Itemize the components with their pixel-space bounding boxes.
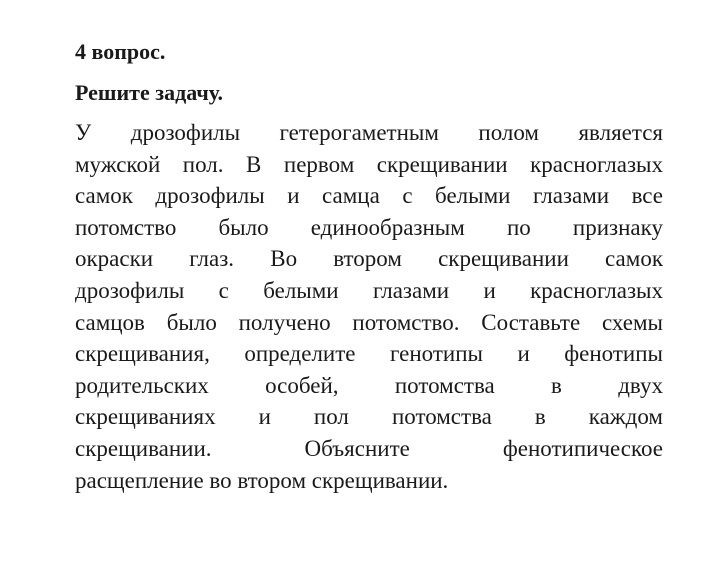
paragraph-line: мужской пол. В первом скрещивании красноглазых bbox=[75, 151, 663, 177]
paragraph-line: дрозофилы с белыми глазами и красноглазых bbox=[75, 277, 663, 303]
paragraph-line: У дрозофилы гетерогаметным полом является bbox=[75, 120, 663, 145]
paragraph-line: скрещиваниях и пол потомства в каждом bbox=[75, 404, 663, 430]
paragraph-line: скрещивания, определите генотипы и фенотипы bbox=[75, 341, 663, 367]
task-heading: Решите задачу. bbox=[75, 80, 224, 105]
paragraph-line: самцов было получено потомство. Составьте схемы bbox=[75, 309, 663, 335]
paragraph-line: родительских особей, потомства в двух bbox=[75, 372, 663, 398]
task-paragraph bbox=[75, 117, 663, 496]
paragraph-line: скрещивании. Объясните фенотипическое bbox=[75, 435, 663, 461]
question-number-heading: 4 вопрос. bbox=[75, 39, 166, 64]
paragraph-line: расщепление во втором скрещивании. bbox=[75, 467, 449, 493]
paragraph-line: окраски глаз. Во втором скрещивании самок bbox=[75, 246, 663, 272]
paragraph-line: самок дрозофилы и самца с белыми глазами все bbox=[75, 183, 663, 209]
paragraph-line: потомство было единообразным по признаку bbox=[75, 214, 663, 240]
